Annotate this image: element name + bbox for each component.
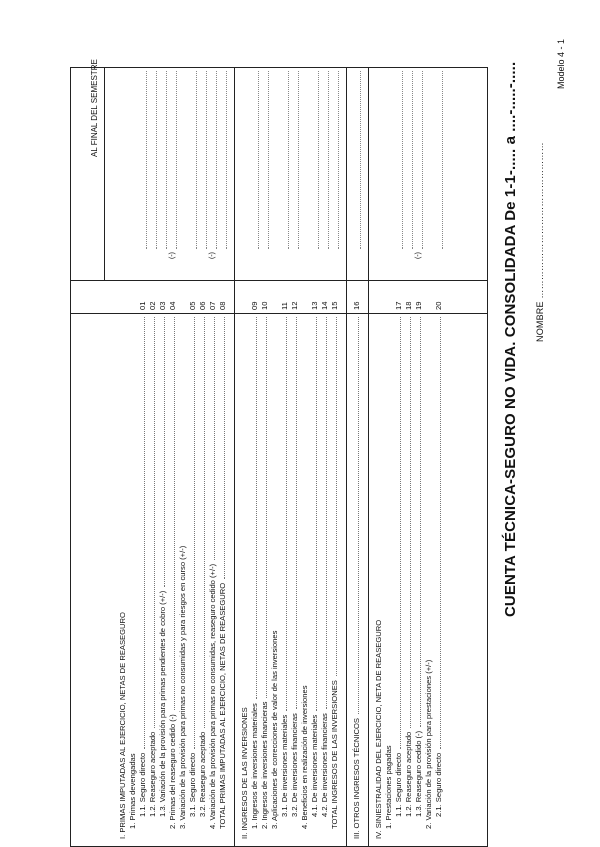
value-entry-line[interactable] <box>206 71 207 249</box>
row-label: 1.1. Seguro directo <box>138 752 147 817</box>
value-entry-line[interactable] <box>318 71 319 249</box>
row-label: 4. Variación de la provisión para primas no consumidas, reaseguro cedido (+/-) <box>208 563 217 829</box>
row-label: I. PRIMAS IMPUTADAS AL EJERCICIO, NETAS DE REASEGURO <box>118 612 127 839</box>
leader-dots <box>214 317 215 560</box>
leader-dots <box>410 317 411 728</box>
value-entry-line[interactable] <box>146 71 147 249</box>
leader-dots <box>316 317 317 711</box>
leader-dots <box>400 317 401 749</box>
row-label: III. OTROS INGRESOS TÉCNICOS <box>352 718 361 839</box>
table-row <box>280 67 290 847</box>
leader-dots <box>256 317 257 699</box>
row-code: 06 <box>198 301 207 310</box>
leader-dots <box>286 317 287 711</box>
value-entry-line[interactable] <box>166 71 167 249</box>
row-label: 4.2. De inversiones financieras <box>320 713 329 817</box>
leader-dots <box>358 317 359 714</box>
leader-dots <box>326 317 327 709</box>
row-code: 03 <box>158 301 167 310</box>
nombre-label: NOMBRE <box>535 301 545 342</box>
leader-dots <box>224 317 225 579</box>
row-code: 05 <box>188 301 197 310</box>
row-label: 3.2. De inversiones financieras <box>290 713 299 817</box>
row-label: 1.2. Reaseguro aceptado <box>148 731 157 817</box>
leader-dots <box>204 317 205 728</box>
row-label: IV. SINIESTRALIDAD DEL EJERCICIO, NETA DE REASEGURO <box>374 619 383 839</box>
row-code: 07 <box>208 301 217 310</box>
table-row <box>414 67 424 847</box>
value-entry-line[interactable] <box>196 71 197 249</box>
table-row <box>330 67 340 847</box>
table-row <box>434 67 444 847</box>
row-code: 17 <box>394 301 403 310</box>
table-row <box>270 67 280 847</box>
row-code: 02 <box>148 301 157 310</box>
value-entry-line[interactable] <box>216 71 217 249</box>
table-row <box>128 67 138 847</box>
table-row <box>178 67 188 847</box>
row-code: 10 <box>260 301 269 310</box>
section-divider <box>368 67 369 847</box>
table-row <box>394 67 404 847</box>
row-code: 15 <box>330 301 339 310</box>
row-code: 13 <box>310 301 319 310</box>
table-row <box>300 67 310 847</box>
table-row <box>352 67 362 847</box>
row-label: 1.2. Reaseguro aceptado <box>404 731 413 817</box>
table-row <box>208 67 218 847</box>
value-entry-line[interactable] <box>268 71 269 249</box>
leader-dots <box>336 317 337 676</box>
header-divider <box>104 67 105 281</box>
section-divider <box>346 67 347 847</box>
row-label: TOTAL PRIMAS IMPUTADAS AL EJERCICIO, NETAS DE REASEGURO <box>218 582 227 829</box>
table-row <box>168 67 178 847</box>
row-label: 3. Aplicaciones de correcciones de valor de las inversiones <box>270 630 279 829</box>
nombre-dots: …………………………………………… <box>535 142 545 299</box>
table-row <box>290 67 300 847</box>
table-row <box>158 67 168 847</box>
table-row <box>374 67 384 847</box>
row-label: 2. Primas del reaseguro cedido (-) <box>168 714 177 829</box>
row-code: 19 <box>414 301 423 310</box>
value-entry-line[interactable] <box>422 71 423 249</box>
leader-dots <box>420 317 421 727</box>
row-code: 14 <box>320 301 329 310</box>
value-entry-line[interactable] <box>360 71 361 249</box>
value-entry-line[interactable] <box>442 71 443 249</box>
modelo-label: Modelo 4 - 1 <box>556 38 566 89</box>
row-code: 16 <box>352 301 361 310</box>
row-label: 1.3. Variación de la provisión para primas pendientes de cobro (+/-) <box>158 590 167 817</box>
leader-dots <box>174 317 175 710</box>
table-row <box>384 67 394 847</box>
row-code: 08 <box>218 301 227 310</box>
row-label: 3. Variación de la provisión para primas no consumidas y para riesgos en curso (+/-) <box>178 545 187 829</box>
nombre-field <box>535 142 545 342</box>
row-label: 2. Variación de la provisión para prestaciones (+/-) <box>424 659 433 829</box>
section-divider <box>234 67 235 847</box>
value-entry-line[interactable] <box>402 71 403 249</box>
row-label: 1. Prestaciones pagadas <box>384 745 393 829</box>
value-entry-line[interactable] <box>258 71 259 249</box>
row-code: 12 <box>290 301 299 310</box>
row-label: 2. Ingresos de inversiones financieras <box>260 701 269 829</box>
value-entry-line[interactable] <box>338 71 339 249</box>
row-label: II. INGRESOS DE LAS INVERSIONES <box>240 707 249 839</box>
leader-dots <box>164 317 165 587</box>
table-row <box>260 67 270 847</box>
table-row <box>320 67 330 847</box>
row-label: 3.1. De inversiones materiales <box>280 714 289 817</box>
leader-dots <box>296 317 297 709</box>
table-row <box>188 67 198 847</box>
row-code: 20 <box>434 301 443 310</box>
leader-dots <box>440 317 441 749</box>
table-row <box>218 67 228 847</box>
value-entry-line[interactable] <box>226 71 227 249</box>
table-row <box>240 67 250 847</box>
row-label: 1. Ingresos de inversiones materiales <box>250 703 259 829</box>
negative-sign-marker: (-) <box>415 252 422 259</box>
row-label: 4.1. De inversiones materiales <box>310 714 319 817</box>
table-row <box>310 67 320 847</box>
table-row <box>148 67 158 847</box>
value-entry-line[interactable] <box>288 71 289 249</box>
row-label: 1. Primas devengadas <box>128 753 137 829</box>
row-code: 01 <box>138 301 147 310</box>
negative-sign-marker: (-) <box>209 252 216 259</box>
row-code: 18 <box>404 301 413 310</box>
table-row <box>138 67 148 847</box>
table-row <box>198 67 208 847</box>
table-row <box>118 67 128 847</box>
row-code: 09 <box>250 301 259 310</box>
value-entry-line[interactable] <box>412 71 413 249</box>
value-entry-line[interactable] <box>328 71 329 249</box>
leader-dots <box>266 317 267 698</box>
row-label: TOTAL INGRESOS DE LAS INVERSIONES <box>330 680 339 829</box>
table-row <box>250 67 260 847</box>
value-entry-line[interactable] <box>156 71 157 249</box>
column-header: AL FINAL DEL SEMESTRE <box>90 59 99 157</box>
row-label: 4. Beneficios en realización de inversiones <box>300 685 309 829</box>
row-code: 11 <box>280 302 289 310</box>
negative-sign-marker: (-) <box>169 252 176 259</box>
row-code: 04 <box>168 301 177 310</box>
page-title: CUENTA TÉCNICA-SEGURO NO VIDA. CONSOLIDADA De 1-1-..... a ....-.....-..... <box>502 61 519 617</box>
leader-dots <box>194 317 195 749</box>
row-label: 3.2. Reaseguro aceptado <box>198 731 207 817</box>
value-entry-line[interactable] <box>176 71 177 249</box>
leader-dots <box>144 317 145 749</box>
leader-dots <box>154 317 155 728</box>
table-row <box>404 67 414 847</box>
table-row <box>424 67 434 847</box>
row-label: 2.1. Seguro directo <box>434 752 443 817</box>
row-label: 3.1. Seguro directo <box>188 752 197 817</box>
row-label: 1.3. Reaseguro cedido (-) <box>414 730 423 817</box>
row-label: 1.1. Seguro directo <box>394 752 403 817</box>
value-entry-line[interactable] <box>298 71 299 249</box>
